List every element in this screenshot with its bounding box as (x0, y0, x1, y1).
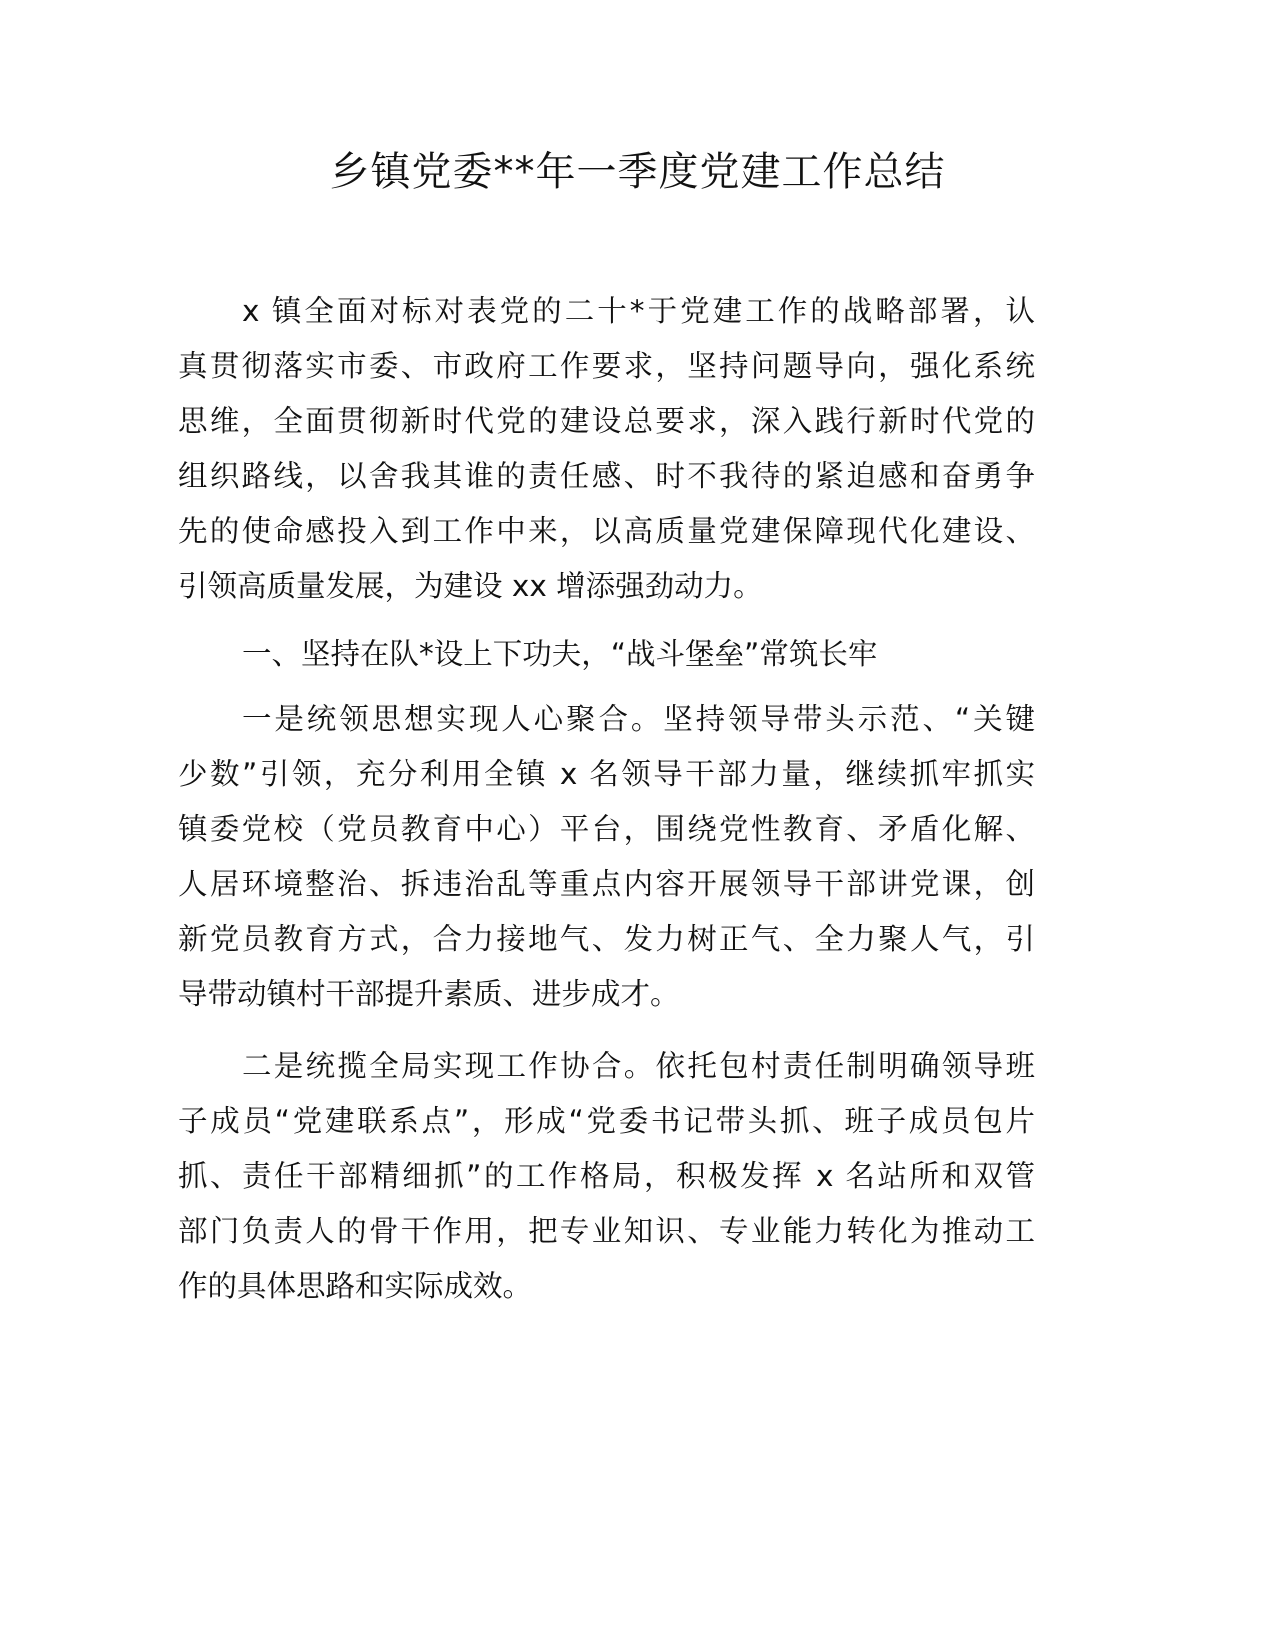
paragraph-intro (178, 284, 1035, 614)
text-line: 先的使命感投入到工作中来，以高质量党建保障现代化建设、 (178, 514, 1035, 548)
text-line: 镇委党校（党员教育中心）平台，围绕党性教育、矛盾化解、 (178, 812, 1035, 846)
text-line: 少数”引领，充分利用全镇 x 名领导干部力量，继续抓牢抓实 (178, 757, 1035, 791)
section-heading (178, 627, 1035, 682)
text-line: 一是统领思想实现人心聚合。坚持领导带头示范、“关键 (242, 702, 1035, 736)
text-line: 作的具体思路和实际成效。 (178, 1269, 533, 1303)
text-line: 导带动镇村干部提升素质、进步成才。 (178, 977, 680, 1011)
text-line: 二是统揽全局实现工作协合。依托包村责任制明确领导班 (242, 1049, 1035, 1083)
text-line: x 镇全面对标对表党的二十*于党建工作的战略部署，认 (242, 294, 1035, 328)
text-line: 引领高质量发展，为建设 xx 增添强劲动力。 (178, 569, 763, 603)
text-line: 思维，全面贯彻新时代党的建设总要求，深入践行新时代党的 (178, 404, 1035, 438)
text-line: 抓、责任干部精细抓”的工作格局，积极发挥 x 名站所和双管 (178, 1159, 1035, 1193)
text-line: 新党员教育方式，合力接地气、发力树正气、全力聚人气，引 (178, 922, 1035, 956)
text-line: 部门负责人的骨干作用，把专业知识、专业能力转化为推动工 (178, 1214, 1035, 1248)
text-line: 组织路线，以舍我其谁的责任感、时不我待的紧迫感和奋勇争 (178, 459, 1035, 493)
text-line: 子成员“党建联系点”，形成“党委书记带头抓、班子成员包片 (178, 1104, 1035, 1138)
document-title: 乡镇党委**年一季度党建工作总结 (329, 149, 946, 195)
paragraph-point-one (178, 692, 1035, 1022)
text-line: 人居环境整治、拆违治乱等重点内容开展领导干部讲党课，创 (178, 867, 1035, 901)
paragraph-point-two (178, 1039, 1035, 1314)
heading-text: 一、坚持在队*设上下功夫，“战斗堡垒”常筑长牢 (242, 637, 878, 671)
text-line: 真贯彻落实市委、市政府工作要求，坚持问题导向，强化系统 (178, 349, 1035, 383)
